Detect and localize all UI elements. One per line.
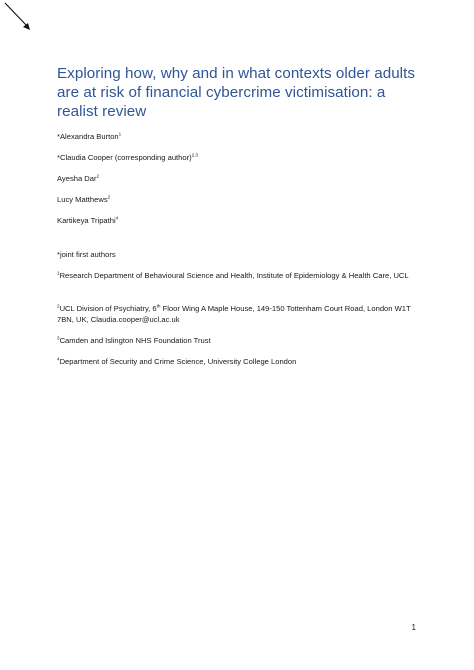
author-name: Ayesha Dar [57,174,97,183]
author-line: Ayesha Dar$^2$ [57,173,100,183]
mouse-pointer-icon [4,2,32,32]
author-name: Lucy Matthews [57,195,108,204]
paper-title: Exploring how, why and in what contexts older adults are at risk of financial cybercrime victimisation: a realist review [57,65,416,120]
affiliation: $^4$Department of Security and Crime Science, University College London [57,356,297,366]
affiliation: $^2$UCL Division of Psychiatry, 6th Floor Wing A Maple House, 149-150 Tottenham Court Road, London W1T 7BN, UK, Claudia.cooper@ucl.ac.uk [57,303,411,324]
author-name: Claudia Cooper (corresponding author) [59,153,192,162]
affiliation: $^1$Research Department of Behavioural Science and Health, Institute of Epidemiology & Health Care, UCL [57,270,409,280]
author-line: Kartikeya Tripathi$^4$ [57,215,119,225]
joint-authors-note: *joint first authors [57,250,116,259]
affiliation: $^3$Camden and Islington NHS Foundation Trust [57,335,211,345]
author-line: *Claudia Cooper (corresponding author)$^{2,3}$ [57,152,199,162]
author-line: Lucy Matthews$^2$ [57,194,111,204]
page-number: 1 [411,623,416,632]
author-name: Alexandra Burton [59,132,119,141]
author-name: Kartikeya Tripathi [57,216,116,225]
author-line: *Alexandra Burton$^1$ [57,131,122,141]
